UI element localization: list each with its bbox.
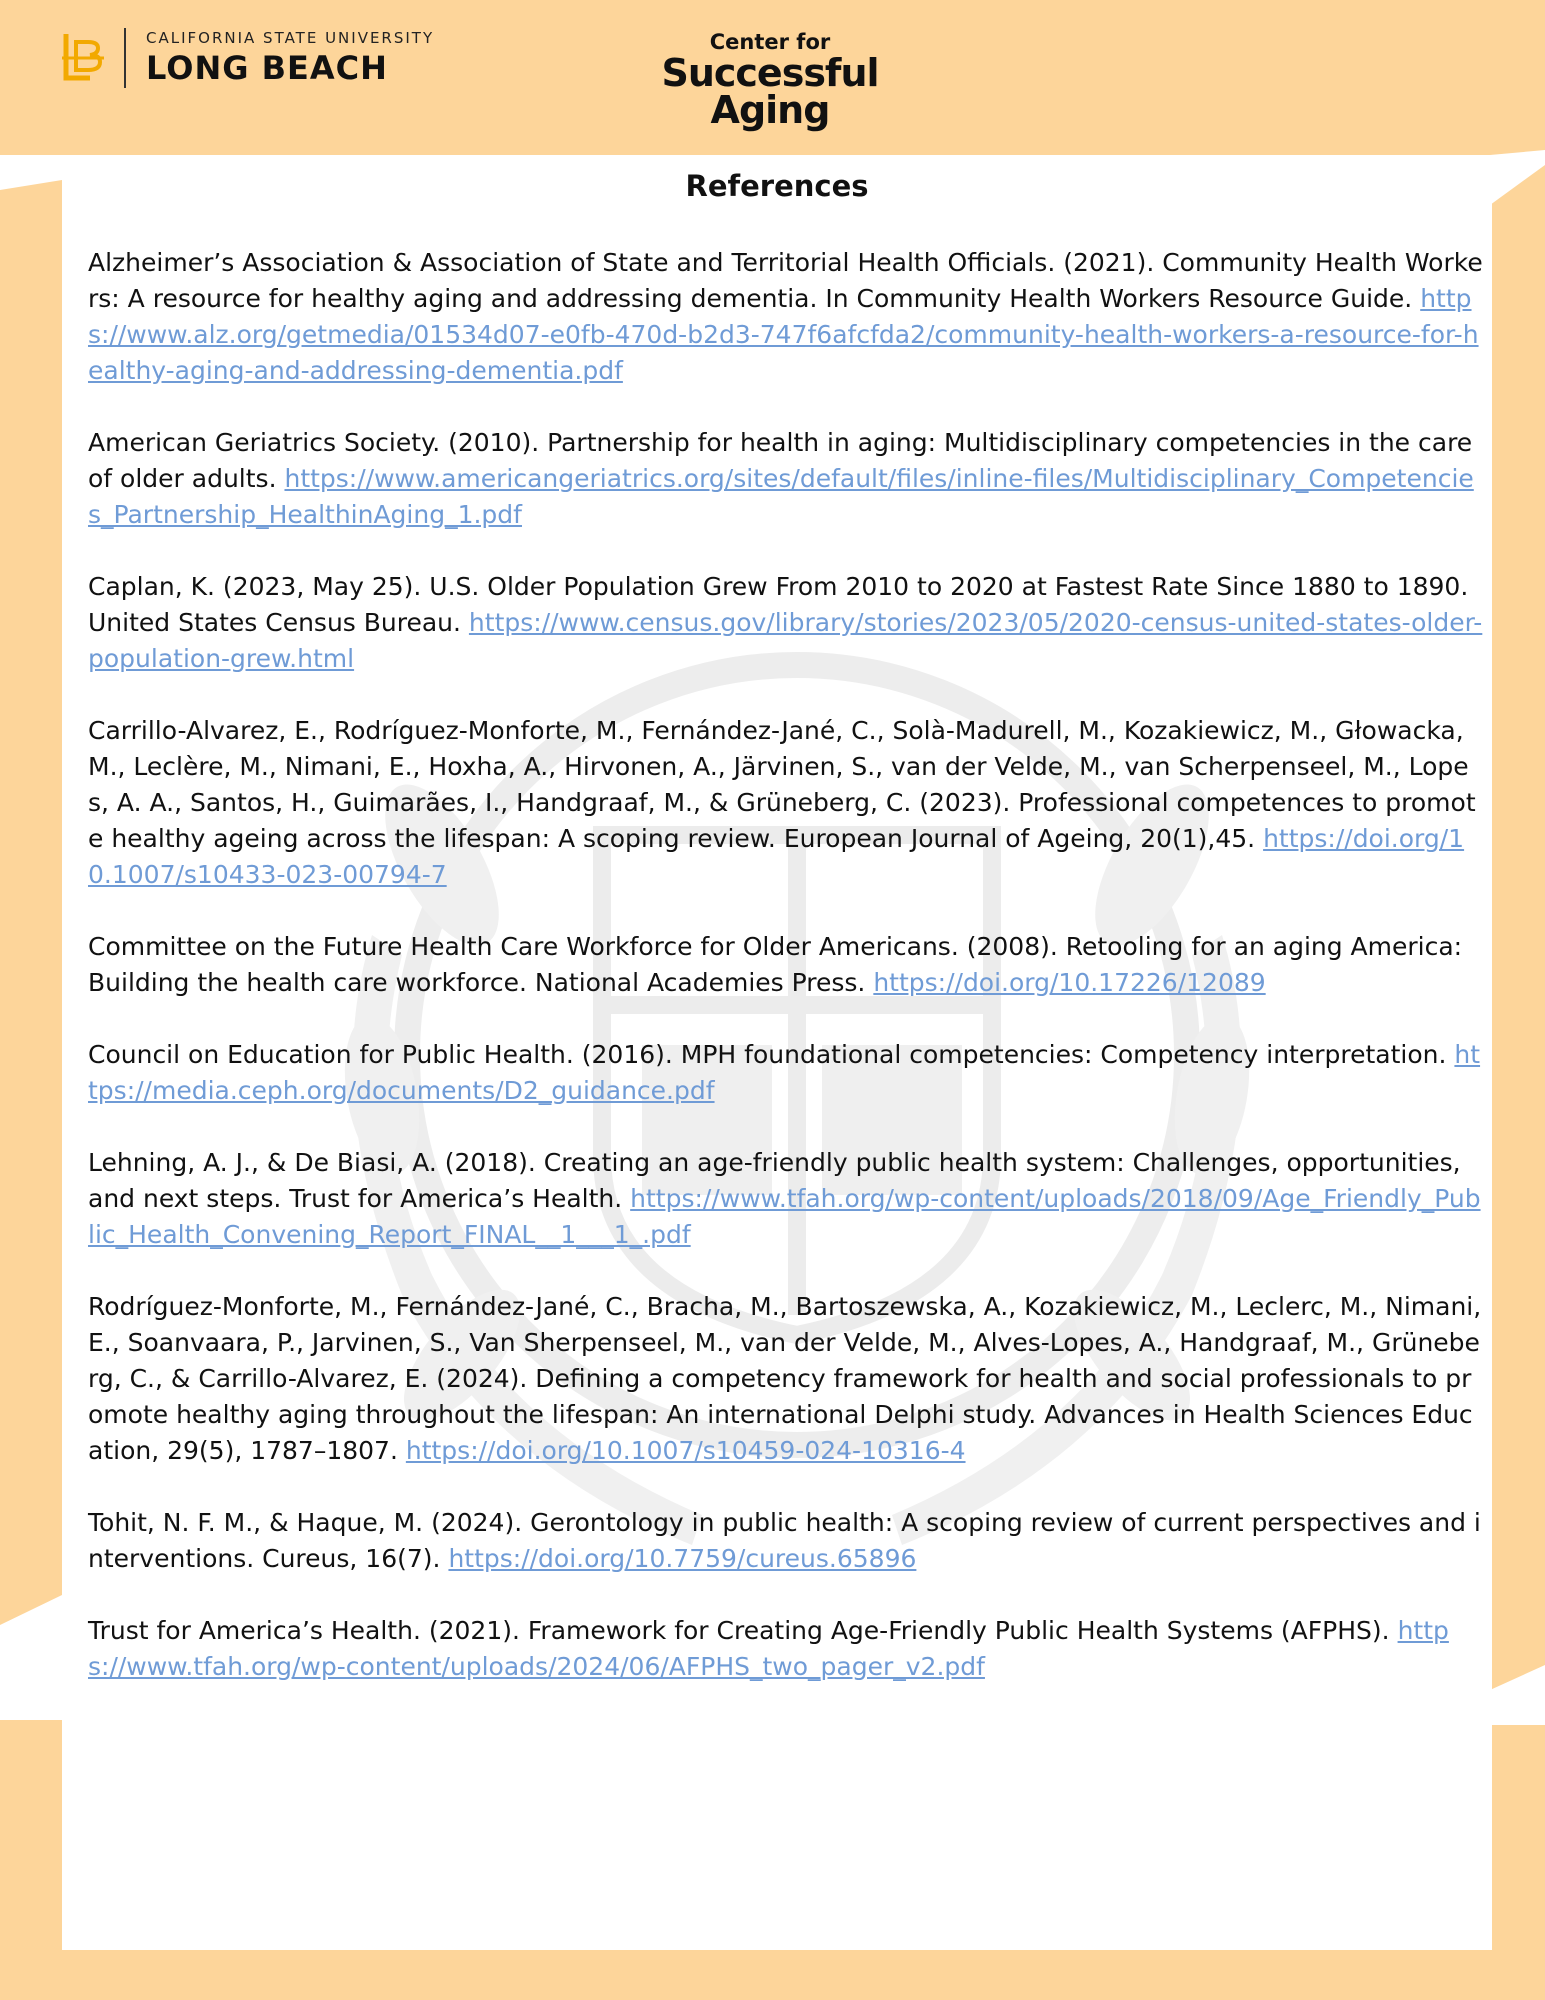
center-logo[interactable] <box>650 30 890 132</box>
university-logo[interactable] <box>60 28 434 88</box>
university-name-campus: LONG BEACH <box>146 49 388 87</box>
reference-text: Caplan, K. (2023, May 25). U.S. Older Population Grew From 2010 to 2020 at Fastest Rate Since 1880 to 1890. United States Census Bureau. <box>88 572 1469 637</box>
reference-text: Carrillo-Alvarez, E., Rodríguez-Monforte, M., Fernández-Jané, C., Solà-Madurell, M., Kozakiewicz, M., Głowacka, M., Leclère, M., Nimani, E., Hoxha, A., Hirvonen, A., Järvinen, S., van der Velde, M., van Scherpenseel, M., Lopes, A. A., Santos, H., Guimarães, I., Handgraaf, M., & Grüneberg, C. (2023). Professional competences to promote healthy ageing across the lifespan: A scoping review. European Journal of Ageing, 20(1),45. <box>88 716 1476 853</box>
content-panel <box>62 155 1492 1950</box>
reference-entry <box>88 245 1483 389</box>
corner-shape-left <box>0 1595 62 1725</box>
reference-text: Council on Education for Public Health. (2016). MPH foundational competencies: Competency interpretation. <box>88 1040 1455 1069</box>
reference-link[interactable]: https://doi.org/10.1007/s10433-023-00794-7 <box>88 824 1465 889</box>
reference-text: Rodríguez-Monforte, M., Fernández-Jané, C., Bracha, M., Bartoszewska, A., Kozakiewicz, M., Leclerc, M., Nimani, E., Soanvaara, P., Jarvinen, S., Van Sherpenseel, M., van der Velde, M., Alves-Lopes, A., Handgraaf, M., Grüneberg, C., & Carrillo-Alvarez, E. (2024). Defining a competency framework for health and social professionals to promote healthy aging throughout the lifespan: An international Delphi study. Advances in Health Sciences Education, 29(5), 1787–1807. <box>88 1292 1482 1465</box>
reference-link[interactable]: https://doi.org/10.7759/cureus.65896 <box>448 1544 917 1573</box>
center-logo-line1: Center for <box>709 30 831 54</box>
reference-link[interactable]: https://www.tfah.org/wp-content/uploads/2018/09/Age_Friendly_Public_Health_Convening_Report_FINAL__1___1_.pdf <box>88 1184 1481 1249</box>
reference-link[interactable]: https://doi.org/10.17226/12089 <box>873 968 1266 997</box>
reference-text: Lehning, A. J., & De Biasi, A. (2018). Creating an age-friendly public health system: Challenges, opportunities, and next steps. Trust for America’s Health. <box>88 1148 1461 1213</box>
reference-text: Committee on the Future Health Care Workforce for Older Americans. (2008). Retooling for an aging America: Building the health care workforce. National Academies Press. <box>88 932 1463 997</box>
reference-entry <box>88 1037 1483 1109</box>
reference-entry <box>88 1613 1483 1685</box>
reference-text: American Geriatrics Society. (2010). Partnership for health in aging: Multidisciplinary competencies in the care of older adults. <box>88 428 1473 493</box>
center-logo-line3: Aging <box>710 88 830 132</box>
reference-link[interactable]: https://media.ceph.org/documents/D2_guidance.pdf <box>88 1040 1481 1105</box>
corner-shape-right <box>1490 1665 1545 1725</box>
page-header <box>0 0 1545 155</box>
reference-entry <box>88 929 1483 1001</box>
reference-entry <box>88 1289 1483 1469</box>
reference-text: Tohit, N. F. M., & Haque, M. (2024). Gerontology in public health: A scoping review of current perspectives and interventions. Cureus, 16(7). <box>88 1508 1481 1573</box>
reference-link[interactable]: https://www.americangeriatrics.org/sites/default/files/inline-files/Multidisciplinary_Competencies_Partnership_HealthinAging_1.pdf <box>88 464 1474 529</box>
corner-shape-top-right <box>1490 150 1545 210</box>
center-logo-line2: Successful <box>661 51 879 95</box>
reference-entry <box>88 569 1483 677</box>
reference-text: Trust for America’s Health. (2021). Framework for Creating Age-Friendly Public Health Systems (AFPHS). <box>88 1616 1398 1645</box>
logo-divider <box>124 28 126 88</box>
reference-text: Alzheimer’s Association & Association of State and Territorial Health Officials. (2021). Community Health Workers: A resource for healthy aging and addressing dementia. In Community Health Workers Resource Guide. <box>88 248 1483 313</box>
references-title: References <box>685 169 869 203</box>
reference-entry <box>88 1505 1483 1577</box>
reference-entry <box>88 1145 1483 1253</box>
reference-list <box>88 245 1483 1721</box>
reference-entry <box>88 713 1483 893</box>
reference-link[interactable]: https://www.census.gov/library/stories/2023/05/2020-census-united-states-older-population-grew.html <box>88 608 1483 673</box>
reference-link[interactable]: https://www.tfah.org/wp-content/uploads/2024/06/AFPHS_two_pager_v2.pdf <box>88 1616 1449 1681</box>
reference-link[interactable]: https://doi.org/10.1007/s10459-024-10316-4 <box>405 1436 966 1465</box>
reference-link[interactable]: https://www.alz.org/getmedia/01534d07-e0fb-470d-b2d3-747f6afcfda2/community-health-workers-a-resource-for-healthy-aging-and-addressing-dementia.pdf <box>88 284 1479 385</box>
reference-entry <box>88 425 1483 533</box>
corner-shape-top-left <box>0 150 62 195</box>
lb-monogram-icon <box>60 28 106 88</box>
university-name-top: CALIFORNIA STATE UNIVERSITY <box>146 29 435 47</box>
